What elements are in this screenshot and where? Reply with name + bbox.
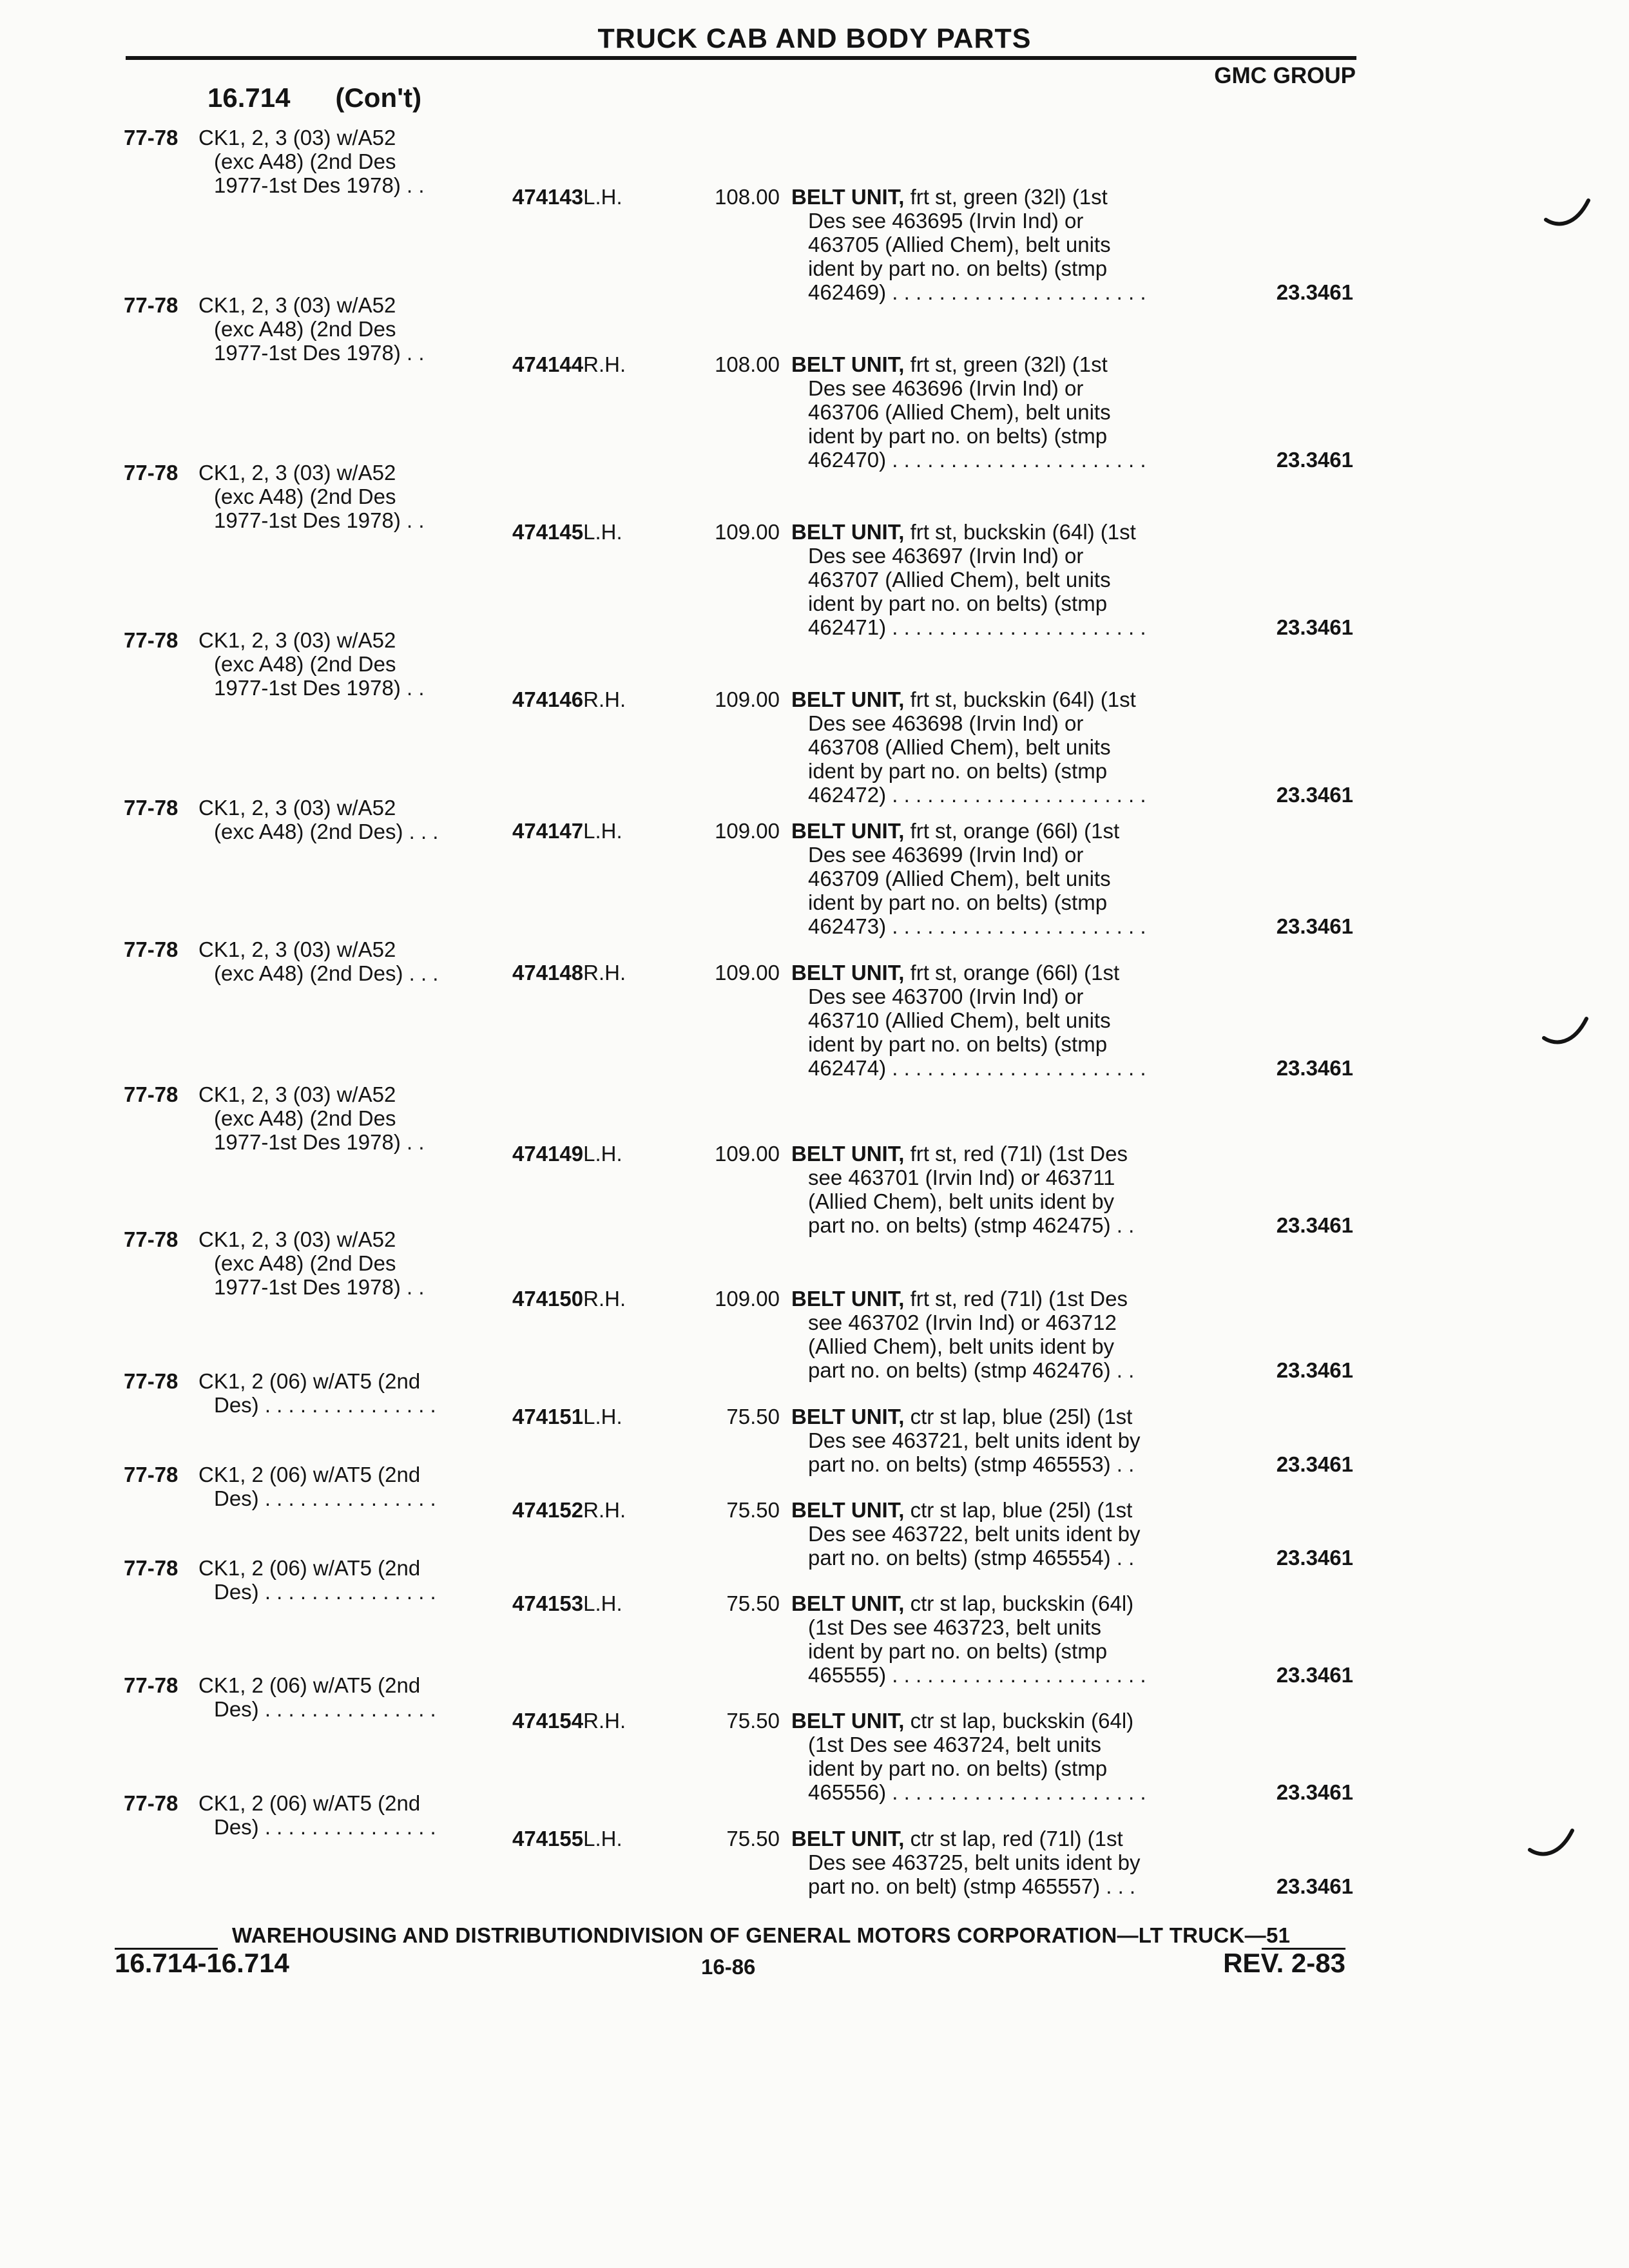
description-line: (1st Des see 463723, belt units (808, 1615, 1101, 1639)
group-label: GMC GROUP (1214, 63, 1356, 88)
model-line: Des) . . . . . . . . . . . . . . . (214, 1697, 436, 1721)
model-application (198, 1227, 488, 1299)
model-years: 77-78 (124, 1227, 178, 1251)
reference-code: 23.3461 (1276, 783, 1353, 807)
footer-page-number: 16-86 (701, 1955, 756, 1979)
part-side: R.H. (583, 1498, 626, 1522)
description-line: part no. on belt) (stmp 465557) . . . (808, 1874, 1136, 1898)
reference-code: 23.3461 (1276, 1663, 1353, 1687)
part-description (791, 185, 1204, 304)
model-line: Des) . . . . . . . . . . . . . . . (214, 1486, 436, 1510)
reference-code: 23.3461 (1276, 448, 1353, 472)
model-years: 77-78 (124, 1673, 178, 1697)
model-line: (exc A48) (2nd Des (214, 652, 396, 676)
description-line: part no. on belts) (stmp 462475) . . (808, 1213, 1135, 1237)
description-line: 462472) . . . . . . . . . . . . . . . . . . . . . . (808, 783, 1146, 807)
list-price: 109.00 (715, 520, 780, 544)
description-line: see 463701 (Irvin Ind) or 463711 (808, 1166, 1115, 1189)
description-first-line (791, 1142, 1204, 1166)
description-first-line (791, 961, 1204, 985)
part-number (512, 961, 626, 985)
part-number (512, 1827, 622, 1850)
part-number-value: 474148 (512, 961, 584, 985)
reference-code: 23.3461 (1276, 1452, 1353, 1476)
description-first-line (791, 819, 1204, 843)
model-line: 1977-1st Des 1978) . . (214, 508, 425, 532)
description-line: 463709 (Allied Chem), belt units (808, 867, 1111, 890)
model-line: CK1, 2 (06) w/AT5 (2nd (198, 1791, 421, 1815)
list-price: 75.50 (726, 1827, 780, 1850)
description-text: frt st, green (32l) (1st (910, 185, 1108, 209)
part-number-value: 474154 (512, 1709, 584, 1733)
model-years: 77-78 (124, 126, 178, 149)
reference-code: 23.3461 (1276, 615, 1353, 639)
description-line: 463708 (Allied Chem), belt units (808, 735, 1111, 759)
part-number (512, 1142, 622, 1166)
description-line: 462469) . . . . . . . . . . . . . . . . . . . . . . (808, 280, 1146, 304)
section-title (207, 82, 421, 113)
model-application (198, 1556, 488, 1604)
reference-code: 23.3461 (1276, 1213, 1353, 1237)
model-years: 77-78 (124, 1791, 178, 1815)
part-number-value: 474145 (512, 520, 584, 544)
model-line: CK1, 2, 3 (03) w/A52 (198, 937, 396, 961)
description-line: ident by part no. on belts) (stmp (808, 1756, 1108, 1780)
description-text: ctr st lap, blue (25l) (1st (910, 1498, 1133, 1522)
model-line: CK1, 2, 3 (03) w/A52 (198, 461, 396, 485)
check-mark-icon (1527, 1827, 1576, 1862)
model-line: CK1, 2, 3 (03) w/A52 (198, 628, 396, 652)
part-number-value: 474151 (512, 1405, 584, 1428)
description-heading: BELT UNIT, (791, 687, 905, 711)
model-years: 77-78 (124, 461, 178, 485)
description-text: frt st, orange (66l) (1st (910, 819, 1120, 843)
part-side: L.H. (583, 520, 622, 544)
reference-code: 23.3461 (1276, 1358, 1353, 1382)
part-description (791, 687, 1204, 807)
description-text: frt st, green (32l) (1st (910, 352, 1108, 376)
model-line: (exc A48) (2nd Des (214, 1106, 396, 1130)
part-number-value: 474153 (512, 1591, 584, 1615)
list-price: 75.50 (726, 1405, 780, 1428)
part-description (791, 520, 1204, 639)
description-line: ident by part no. on belts) (stmp (808, 256, 1108, 280)
part-number (512, 1287, 626, 1311)
description-line: (1st Des see 463724, belt units (808, 1733, 1101, 1756)
part-description (791, 352, 1204, 472)
part-number-value: 474150 (512, 1287, 584, 1311)
description-first-line (791, 1287, 1204, 1311)
description-line: Des see 463722, belt units ident by (808, 1522, 1141, 1546)
description-line: ident by part no. on belts) (stmp (808, 759, 1108, 783)
model-line: CK1, 2, 3 (03) w/A52 (198, 1082, 396, 1106)
model-years: 77-78 (124, 796, 178, 820)
description-text: ctr st lap, red (71l) (1st (910, 1827, 1123, 1850)
part-number-value: 474143 (512, 185, 584, 209)
description-line: 463706 (Allied Chem), belt units (808, 400, 1111, 424)
description-first-line (791, 1591, 1204, 1615)
part-number-value: 474152 (512, 1498, 584, 1522)
part-description (791, 819, 1204, 938)
description-text: ctr st lap, buckskin (64l) (910, 1709, 1134, 1733)
description-line: 462470) . . . . . . . . . . . . . . . . . . . . . . (808, 448, 1146, 472)
part-side: L.H. (583, 1405, 622, 1428)
model-line: 1977-1st Des 1978) . . (214, 1130, 425, 1154)
part-description (791, 1405, 1204, 1476)
description-heading: BELT UNIT, (791, 1709, 905, 1733)
model-line: (exc A48) (2nd Des (214, 317, 396, 341)
description-line: 465555) . . . . . . . . . . . . . . . . . . . . . . (808, 1663, 1146, 1687)
part-number (512, 1591, 622, 1615)
model-application (198, 1082, 488, 1154)
description-heading: BELT UNIT, (791, 819, 905, 843)
model-application (198, 1369, 488, 1417)
reference-code: 23.3461 (1276, 914, 1353, 938)
description-line: part no. on belts) (stmp 462476) . . (808, 1358, 1135, 1382)
description-line: part no. on belts) (stmp 465553) . . (808, 1452, 1135, 1476)
model-line: 1977-1st Des 1978) . . (214, 341, 425, 365)
part-description (791, 1709, 1204, 1804)
description-line: ident by part no. on belts) (stmp (808, 424, 1108, 448)
model-line: 1977-1st Des 1978) . . (214, 1275, 425, 1299)
description-first-line (791, 687, 1204, 711)
description-line: ident by part no. on belts) (stmp (808, 1639, 1108, 1663)
list-price: 75.50 (726, 1498, 780, 1522)
part-side: R.H. (583, 1709, 626, 1733)
list-price: 75.50 (726, 1591, 780, 1615)
part-side: R.H. (583, 352, 626, 376)
description-line: ident by part no. on belts) (stmp (808, 591, 1108, 615)
model-line: Des) . . . . . . . . . . . . . . . (214, 1580, 436, 1604)
check-mark-icon (1541, 1015, 1590, 1050)
description-heading: BELT UNIT, (791, 1591, 905, 1615)
reference-code: 23.3461 (1276, 280, 1353, 304)
model-application (198, 1463, 488, 1510)
model-years: 77-78 (124, 1463, 178, 1486)
part-number (512, 819, 622, 843)
description-line: (Allied Chem), belt units ident by (808, 1189, 1115, 1213)
description-line: 465556) . . . . . . . . . . . . . . . . . . . . . . (808, 1780, 1146, 1804)
description-line: Des see 463700 (Irvin Ind) or (808, 985, 1084, 1008)
model-years: 77-78 (124, 628, 178, 652)
description-line: 463710 (Allied Chem), belt units (808, 1008, 1111, 1032)
description-text: frt st, buckskin (64l) (1st (910, 520, 1136, 544)
part-description (791, 1591, 1204, 1687)
description-line: 463707 (Allied Chem), belt units (808, 568, 1111, 591)
description-line: Des see 463695 (Irvin Ind) or (808, 209, 1084, 233)
description-heading: BELT UNIT, (791, 1142, 905, 1166)
model-line: CK1, 2, 3 (03) w/A52 (198, 293, 396, 317)
description-heading: BELT UNIT, (791, 961, 905, 985)
part-side: L.H. (583, 1591, 622, 1615)
description-line: see 463702 (Irvin Ind) or 463712 (808, 1311, 1117, 1334)
footer-section-range: 16.714-16.714 (115, 1948, 289, 1978)
description-text: frt st, red (71l) (1st Des (910, 1142, 1128, 1166)
model-line: CK1, 2 (06) w/AT5 (2nd (198, 1673, 421, 1697)
list-price: 108.00 (715, 185, 780, 209)
part-description (791, 1498, 1204, 1570)
description-heading: BELT UNIT, (791, 352, 905, 376)
part-description (791, 1142, 1204, 1237)
description-first-line (791, 352, 1204, 376)
reference-code: 23.3461 (1276, 1874, 1353, 1898)
model-application (198, 1673, 488, 1721)
model-line: CK1, 2, 3 (03) w/A52 (198, 126, 396, 149)
model-years: 77-78 (124, 293, 178, 317)
part-side: R.H. (583, 1287, 626, 1311)
description-line: (Allied Chem), belt units ident by (808, 1334, 1115, 1358)
description-text: frt st, red (71l) (1st Des (910, 1287, 1128, 1311)
part-number (512, 687, 626, 711)
model-line: (exc A48) (2nd Des) . . . (214, 820, 439, 843)
description-first-line (791, 1498, 1204, 1522)
part-side: L.H. (583, 1827, 622, 1850)
footer-org-line: WAREHOUSING AND DISTRIBUTIONDIVISION OF GENERAL MOTORS CORPORATION—LT TRUCK—51 (232, 1923, 1291, 1947)
description-line: Des see 463697 (Irvin Ind) or (808, 544, 1084, 568)
part-number (512, 1405, 622, 1428)
model-line: 1977-1st Des 1978) . . (214, 676, 425, 700)
description-heading: BELT UNIT, (791, 1498, 905, 1522)
part-side: R.H. (583, 687, 626, 711)
list-price: 109.00 (715, 961, 780, 985)
model-years: 77-78 (124, 937, 178, 961)
model-application (198, 1791, 488, 1839)
model-line: (exc A48) (2nd Des (214, 1251, 396, 1275)
part-number (512, 352, 626, 376)
list-price: 109.00 (715, 1287, 780, 1311)
reference-code: 23.3461 (1276, 1056, 1353, 1080)
model-line: CK1, 2 (06) w/AT5 (2nd (198, 1463, 421, 1486)
model-line: (exc A48) (2nd Des (214, 149, 396, 173)
description-text: frt st, buckskin (64l) (1st (910, 687, 1136, 711)
part-side: L.H. (583, 1142, 622, 1166)
description-text: frt st, orange (66l) (1st (910, 961, 1120, 985)
description-line: 462474) . . . . . . . . . . . . . . . . . . . . . . (808, 1056, 1146, 1080)
description-text: ctr st lap, blue (25l) (1st (910, 1405, 1133, 1428)
description-first-line (791, 1405, 1204, 1428)
description-first-line (791, 1827, 1204, 1850)
description-heading: BELT UNIT, (791, 185, 905, 209)
description-first-line (791, 1709, 1204, 1733)
list-price: 109.00 (715, 1142, 780, 1166)
part-side: L.H. (583, 819, 622, 843)
part-number-value: 474144 (512, 352, 584, 376)
description-line: 463705 (Allied Chem), belt units (808, 233, 1111, 256)
description-line: Des see 463698 (Irvin Ind) or (808, 711, 1084, 735)
model-line: CK1, 2, 3 (03) w/A52 (198, 1227, 396, 1251)
description-heading: BELT UNIT, (791, 1287, 905, 1311)
part-number (512, 520, 622, 544)
description-line: Des see 463721, belt units ident by (808, 1428, 1141, 1452)
description-line: Des see 463725, belt units ident by (808, 1850, 1141, 1874)
model-line: CK1, 2, 3 (03) w/A52 (198, 796, 396, 820)
model-line: CK1, 2 (06) w/AT5 (2nd (198, 1556, 421, 1580)
description-heading: BELT UNIT, (791, 1405, 905, 1428)
page-title: TRUCK CAB AND BODY PARTS (597, 23, 1032, 54)
list-price: 75.50 (726, 1709, 780, 1733)
part-number (512, 185, 622, 209)
footer-revision: REV. 2-83 (1223, 1948, 1345, 1978)
list-price: 108.00 (715, 352, 780, 376)
description-text: ctr st lap, buckskin (64l) (910, 1591, 1134, 1615)
section-continued: (Con't) (335, 82, 422, 113)
description-line: part no. on belts) (stmp 465554) . . (808, 1546, 1135, 1570)
description-line: Des see 463699 (Irvin Ind) or (808, 843, 1084, 867)
part-number-value: 474149 (512, 1142, 584, 1166)
list-price: 109.00 (715, 687, 780, 711)
model-years: 77-78 (124, 1556, 178, 1580)
header-rule (126, 56, 1356, 60)
reference-code: 23.3461 (1276, 1546, 1353, 1570)
model-line: (exc A48) (2nd Des (214, 485, 396, 508)
description-heading: BELT UNIT, (791, 520, 905, 544)
model-line: CK1, 2 (06) w/AT5 (2nd (198, 1369, 421, 1393)
description-first-line (791, 185, 1204, 209)
model-application (198, 461, 488, 532)
description-line: 462473) . . . . . . . . . . . . . . . . . . . . . . (808, 914, 1146, 938)
part-description (791, 961, 1204, 1080)
part-number (512, 1498, 626, 1522)
model-line: Des) . . . . . . . . . . . . . . . (214, 1393, 436, 1417)
part-description (791, 1287, 1204, 1382)
description-line: ident by part no. on belts) (stmp (808, 1032, 1108, 1056)
description-first-line (791, 520, 1204, 544)
description-line: Des see 463696 (Irvin Ind) or (808, 376, 1084, 400)
model-application (198, 293, 488, 365)
model-application (198, 628, 488, 700)
model-line: (exc A48) (2nd Des) . . . (214, 961, 439, 985)
description-line: ident by part no. on belts) (stmp (808, 890, 1108, 914)
part-number-value: 474147 (512, 819, 584, 843)
part-number-value: 474155 (512, 1827, 584, 1850)
description-line: 462471) . . . . . . . . . . . . . . . . . . . . . . (808, 615, 1146, 639)
model-line: 1977-1st Des 1978) . . (214, 173, 425, 197)
part-description (791, 1827, 1204, 1898)
model-application (198, 937, 488, 985)
check-mark-icon (1543, 197, 1592, 232)
section-number: 16.714 (207, 82, 291, 113)
reference-code: 23.3461 (1276, 1780, 1353, 1804)
model-application (198, 126, 488, 197)
part-number-value: 474146 (512, 687, 584, 711)
part-number (512, 1709, 626, 1733)
part-side: R.H. (583, 961, 626, 985)
part-side: L.H. (583, 185, 622, 209)
model-years: 77-78 (124, 1369, 178, 1393)
model-years: 77-78 (124, 1082, 178, 1106)
model-application (198, 796, 488, 843)
list-price: 109.00 (715, 819, 780, 843)
model-line: Des) . . . . . . . . . . . . . . . (214, 1815, 436, 1839)
description-heading: BELT UNIT, (791, 1827, 905, 1850)
